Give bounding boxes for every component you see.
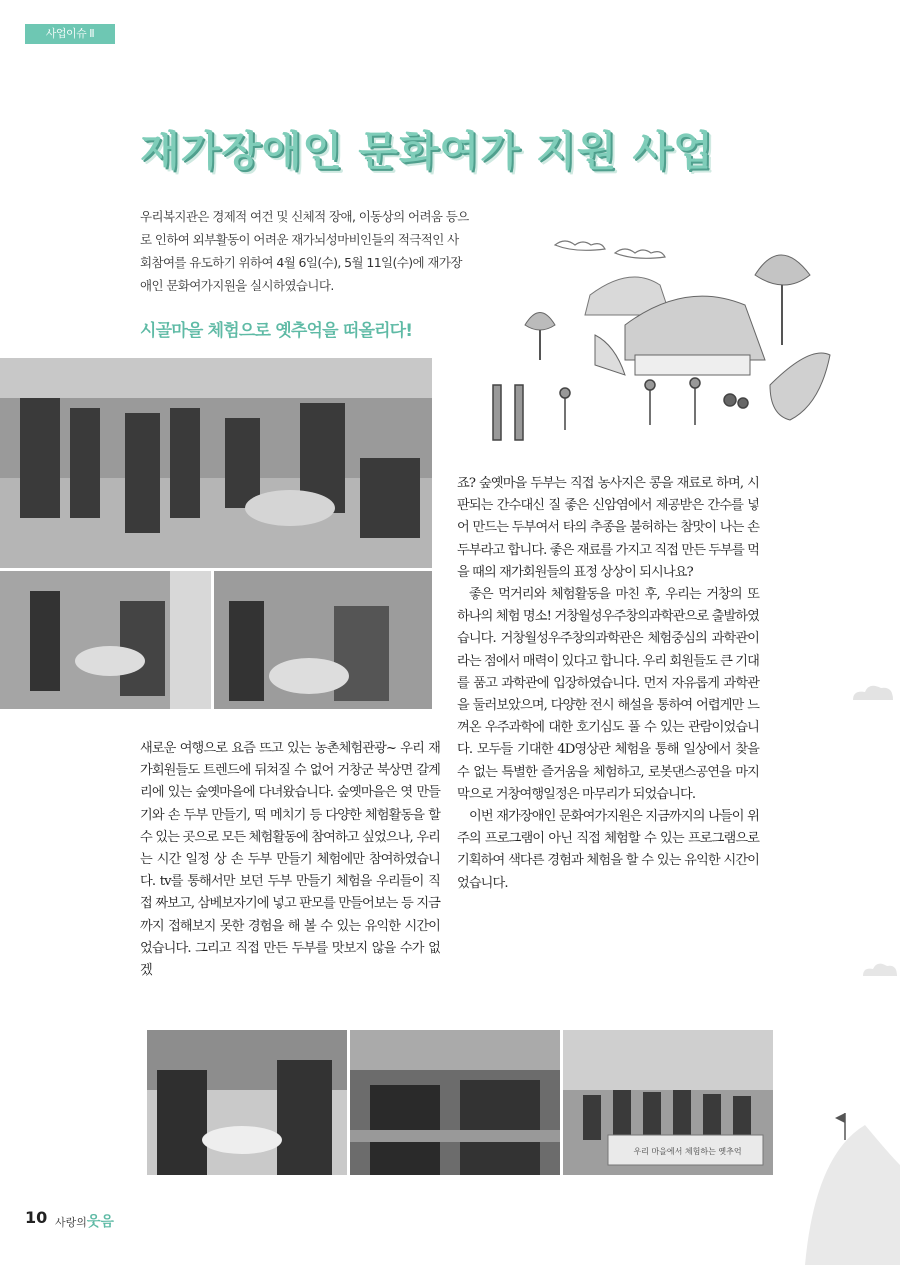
section-tag: 사업이슈 Ⅱ (25, 24, 115, 44)
body-right-paragraph-1: 죠? 숲옛마을 두부는 직접 농사지은 콩을 재료로 하며, 시판되는 간수대신 질 좋은 신암염에서 제공받은 간수를 넣어 만드는 두부여서 타의 추종을 불허하는 참맛이 나는 손 두부라고 합니다. 좋은 재료를 가지고 직접 만든 두부를 먹을 때의 재가회원들의 표정 상상이 되시나요? (457, 476, 759, 580)
cloud-icon (860, 960, 900, 980)
article-subheading: 시골마을 체험으로 옛추억을 떠올리다! (140, 321, 413, 341)
village-illustration (485, 225, 845, 455)
article-intro: 우리복지관은 경제적 여건 및 신체적 장애, 이동상의 어려움 등으로 인하여 외부활동이 어려운 재가뇌성마비인들의 적극적인 사회참여를 유도하기 위하여 4월 6일(수), 5월 11일(수)에 재가장애인 문화여가지원을 실시하였습니다. (140, 209, 469, 293)
article-body-right (457, 473, 759, 895)
cloud-icon (848, 682, 898, 704)
photo-tofu-group (0, 358, 432, 568)
hill-decoration (805, 1105, 900, 1265)
photo-tofu-left (0, 571, 211, 709)
brand-small: 사랑의 (55, 1216, 87, 1229)
flag-icon (835, 1113, 845, 1123)
page-number: 10 (25, 1208, 48, 1227)
brand-main: 웃음 (86, 1214, 114, 1230)
magazine-brand (55, 1211, 114, 1231)
photo-tofu-right (214, 571, 432, 709)
article-title: 재가장애인 문화여가 지원 사업 (140, 127, 714, 175)
body-right-paragraph-2: 좋은 먹거리와 체험활동을 마친 후, 우리는 거창의 또 하나의 체험 명소! 거창월성우주창의과학관으로 출발하였습니다. 거창월성우주창의과학관은 체험중심의 과학관이라는 점에서 매력이 있다고 합니다. 우리 회원들도 큰 기대를 품고 과학관에 입장하였습니다. 먼저 자유롭게 과학관을 둘러보았으며, 다양한 전시 해설을 통하여 어렵게만 느껴온 우주과학에 대한 호기심도 풀 수 있는 관람이었습니다. 모두들 기대한 4D영상관 체험을 통해 일상에서 찾을 수 없는 특별한 즐거움을 체험하고, 로봇댄스공연을 마지막으로 거창여행일정은 마무리가 되었습니다. (457, 587, 759, 802)
photo-4d-theater (350, 1030, 560, 1175)
body-right-paragraph-3: 이번 재가장애인 문화여가지원은 지금까지의 나들이 위주의 프로그램이 아닌 직접 체험할 수 있는 프로그램으로 기획하여 색다른 경험과 체험을 할 수 있는 유익한 시간이었습니다. (457, 809, 759, 891)
body-left-paragraph: 새로운 여행으로 요즘 뜨고 있는 농촌체험관광~ 우리 재가회원들도 트렌드에 뒤쳐질 수 없어 거창군 북상면 갈계리에 있는 숲옛마을에 다녀왔습니다. 숲옛마을은 엿 만들기와 손 두부 만들기, 떡 메치기 등 다양한 체험활동을 할 수 있는 곳으로 모든 체험활동에 참여하고 싶었으나, 우리는 시간 일정 상 손 두부 만들기 체험에만 참여하였습니다. tv를 통해서만 보던 두부 만들기 체험을 우리들이 직접 짜보고, 삼베보자기에 넣고 판모를 만들어보는 등 지금까지 접해보지 못한 경험을 해 볼 수 있는 유익한 시간이었습니다. 그리고 직접 만든 두부를 맛보지 않을 수가 없겠 (140, 741, 440, 979)
photo-tasting (147, 1030, 347, 1175)
photo-group-banner (563, 1030, 773, 1175)
photo-banner-text: 우리 마을에서 체험하는 옛추억 (633, 1147, 742, 1156)
article-body-left (140, 738, 440, 982)
